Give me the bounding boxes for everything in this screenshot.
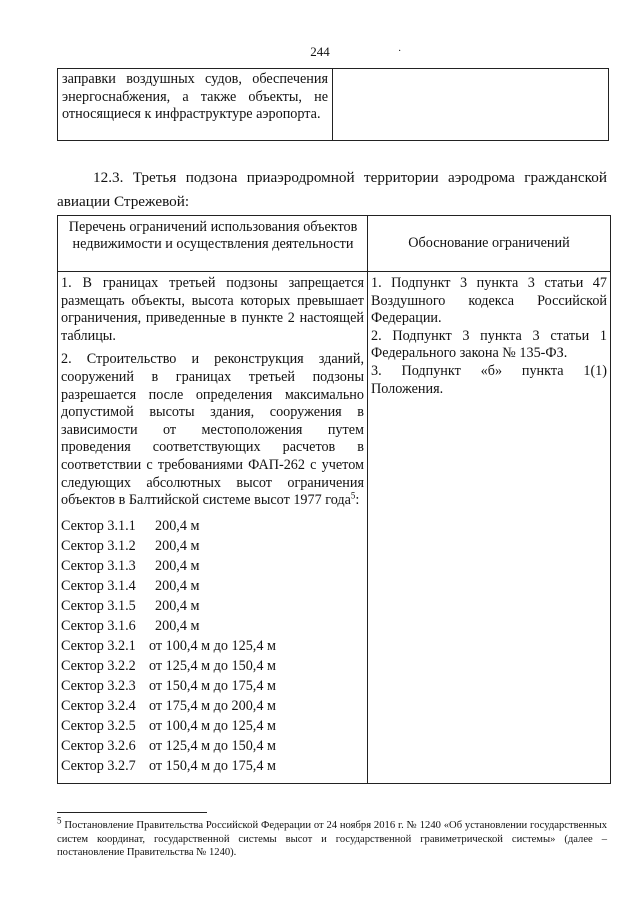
sector-height: от 100,4 м до 125,4 м (149, 717, 276, 734)
sector-height: 200,4 м (155, 537, 200, 554)
sector-name: Сектор 3.1.6 (61, 617, 136, 634)
sector-height: от 150,4 м до 175,4 м (149, 757, 276, 774)
sector-row (61, 576, 364, 596)
justification-column (371, 275, 607, 398)
footnote-mark: 5 (57, 815, 62, 826)
sector-height: от 150,4 м до 175,4 м (149, 677, 276, 694)
justification-item-2: 2. Подпункт 3 пункта 3 статьи 1 Федерального закона № 135-ФЗ. (371, 327, 607, 362)
sector-height: 200,4 м (155, 617, 200, 634)
justification-item-3: 3. Подпункт «б» пункта 1(1) Положения. (371, 362, 607, 397)
sector-row (61, 536, 364, 556)
footnote-ref: 5 (350, 490, 356, 501)
column-divider (367, 216, 368, 783)
sector-row (61, 556, 364, 576)
sector-row (61, 596, 364, 616)
footnote-rule (57, 812, 207, 813)
restriction-item-2 (61, 351, 364, 509)
sector-row (61, 636, 364, 656)
restrictions-column (61, 275, 364, 776)
sector-name: Сектор 3.2.6 (61, 737, 136, 754)
sector-name: Сектор 3.1.5 (61, 597, 136, 614)
sector-height: от 175,4 м до 200,4 м (149, 697, 276, 714)
sector-name: Сектор 3.1.4 (61, 577, 136, 594)
header-divider (58, 271, 610, 272)
restriction-item-2-text: 2. Строительство и реконструкция зданий, сооружений в границах третьей подзоны разрешается после определения максимально допустимой высоты здания, сооружения в зависимости от местоположения путем проведения соответствующих расчетов в соответствии с требованиями ФАП-262 с учетом следующих абсолютных высот ограничения объектов в Балтийской системе высот 1977 года (61, 351, 364, 509)
sector-name: Сектор 3.2.1 (61, 637, 136, 654)
restriction-item-1: 1. В границах третьей подзоны запрещается размещать объекты, высота которых превышает ограничения, приведенные в пункте 2 настоящей таблицы. (61, 275, 364, 344)
sector-height: 200,4 м (155, 557, 200, 574)
continued-table (57, 68, 609, 141)
footnote-text: Постановление Правительства Российской Федерации от 24 ноября 2016 г. № 1240 «Об установлении государственных систем координат, государственной системы высот и государственной гравиметрической системы» (далее – постановление Правительства № 1240). (57, 820, 607, 858)
table-divider (332, 69, 333, 140)
restrictions-table (57, 215, 611, 784)
sector-height: 200,4 м (155, 597, 200, 614)
stray-mark: · (398, 46, 402, 57)
sector-row (61, 736, 364, 756)
sector-height: от 125,4 м до 150,4 м (149, 737, 276, 754)
continued-cell-left: заправки воздушных судов, обеспечения энергоснабжения, а также объекты, не относящиеся к инфраструктуре аэропорта. (62, 71, 328, 122)
sector-row (61, 616, 364, 636)
justification-item-1: 1. Подпункт 3 пункта 3 статьи 47 Воздушного кодекса Российской Федерации. (371, 275, 607, 327)
footnote (57, 815, 607, 860)
sector-name: Сектор 3.2.4 (61, 697, 136, 714)
sector-height: от 125,4 м до 150,4 м (149, 657, 276, 674)
sector-row (61, 696, 364, 716)
sector-list (61, 516, 364, 776)
sector-name: Сектор 3.2.7 (61, 757, 136, 774)
sector-row (61, 516, 364, 536)
sector-name: Сектор 3.2.3 (61, 677, 136, 694)
header-justification: Обоснование ограничений (408, 235, 570, 251)
sector-name: Сектор 3.2.5 (61, 717, 136, 734)
restriction-item-2-suffix: : (355, 492, 360, 509)
sector-height: 200,4 м (155, 517, 200, 534)
header-restrictions: Перечень ограничений использования объектов недвижимости и осуществления деятельности (68, 219, 358, 252)
sector-row (61, 656, 364, 676)
sector-height: 200,4 м (155, 577, 200, 594)
sector-name: Сектор 3.1.2 (61, 537, 136, 554)
sector-row (61, 756, 364, 776)
page-number: 244 (310, 44, 330, 59)
sector-height: от 100,4 м до 125,4 м (149, 637, 276, 654)
sector-row (61, 676, 364, 696)
sector-name: Сектор 3.1.1 (61, 517, 136, 534)
section-paragraph: 12.3. Третья подзона приаэродромной территории аэродрома гражданской авиации Стрежевой: (57, 169, 607, 210)
sector-name: Сектор 3.2.2 (61, 657, 136, 674)
sector-row (61, 716, 364, 736)
sector-name: Сектор 3.1.3 (61, 557, 136, 574)
